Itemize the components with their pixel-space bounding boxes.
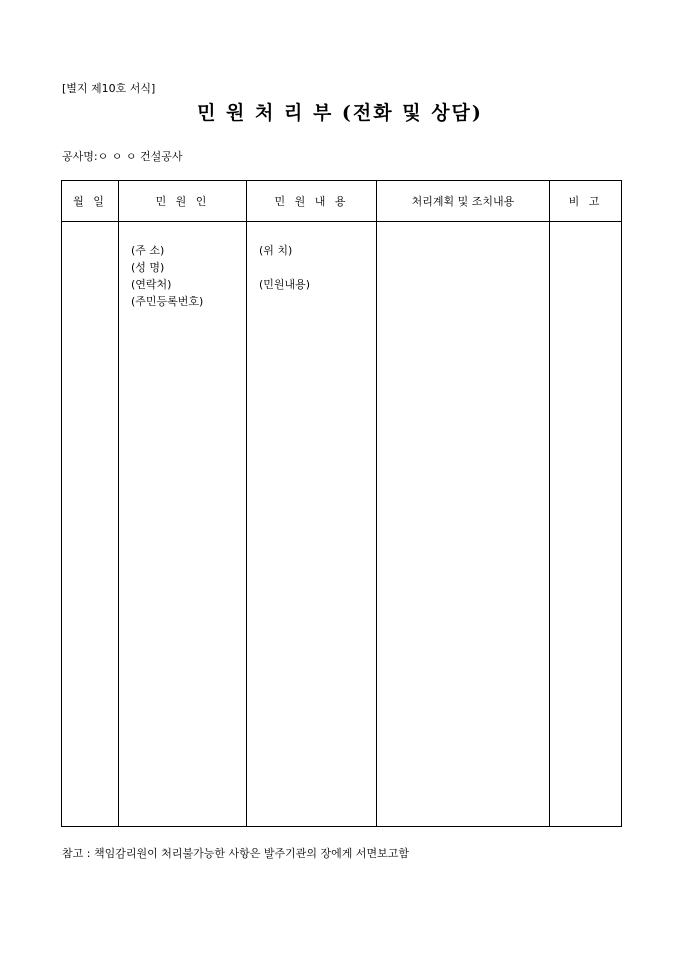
date-cell — [62, 222, 119, 827]
complainant-id-number-label: (주민등록번호) — [131, 295, 204, 308]
header-complainant: 민 원 인 — [119, 181, 247, 222]
table-row — [62, 222, 622, 827]
action-plan-cell — [377, 222, 550, 827]
complaint-content-cell — [247, 222, 377, 827]
header-remarks: 비 고 — [550, 181, 622, 222]
header-date: 월 일 — [62, 181, 119, 222]
project-name: 공사명:ㅇ ㅇ ㅇ 건설공사 — [62, 150, 183, 163]
form-number-label: [별지 제10호 서식] — [62, 82, 156, 95]
table-header-row — [62, 181, 622, 222]
complainant-address-label: (주 소) — [131, 244, 165, 257]
complaint-details-label: (민원내용) — [259, 278, 311, 291]
document-title: 민 원 처 리 부 (전화 및 상담) — [197, 102, 483, 124]
complainant-contact-label: (연락처) — [131, 278, 172, 291]
remarks-cell — [550, 222, 622, 827]
complaint-location-label: (위 치) — [259, 244, 293, 257]
footnote: 참고 : 책임감리원이 처리불가능한 사항은 발주기관의 장에게 서면보고함 — [62, 847, 409, 860]
header-action-plan: 처리계획 및 조치내용 — [377, 181, 550, 222]
header-complaint-content: 민 원 내 용 — [247, 181, 377, 222]
complainant-name-label: (성 명) — [131, 261, 165, 274]
complaint-record-table — [61, 180, 622, 827]
complainant-cell — [119, 222, 247, 827]
